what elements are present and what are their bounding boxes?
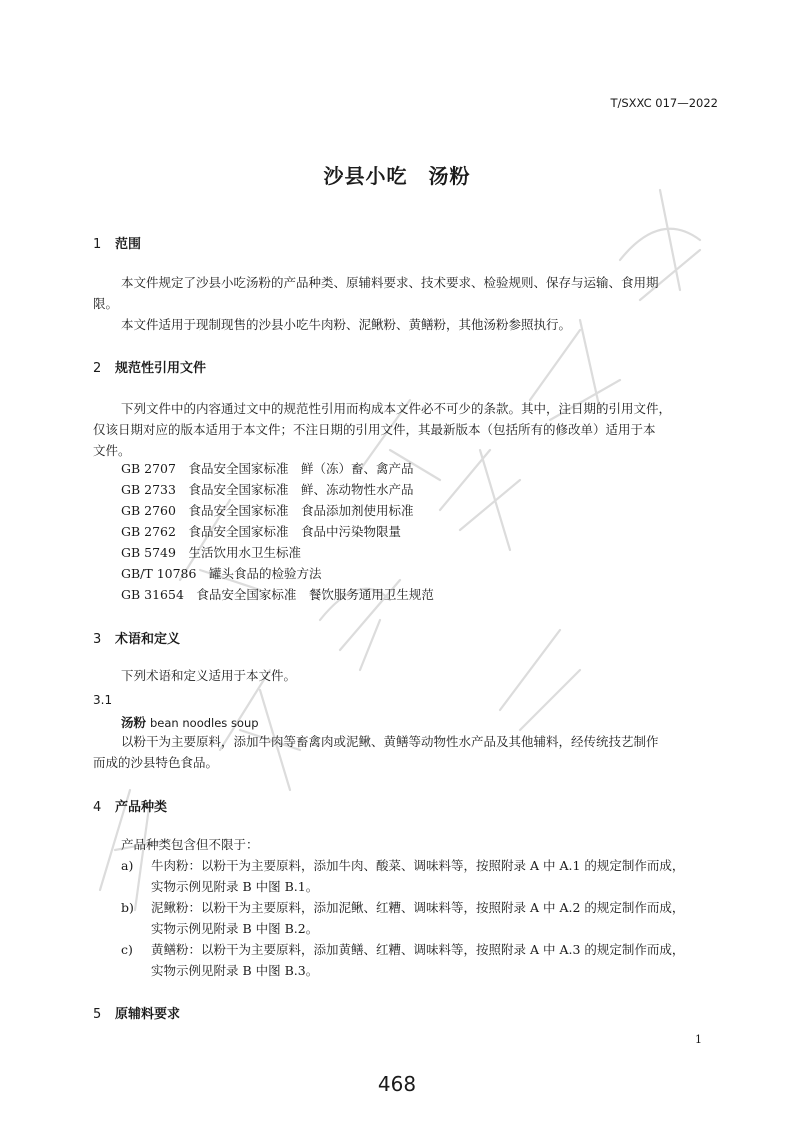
reference-item: GB/T 10786 罐头食品的检验方法 [121,566,322,581]
section-title: 规范性引用文件 [115,361,207,376]
reference-item: GB 2733 食品安全国家标准 鲜、冻动物性水产品 [121,482,414,497]
reference-item: GB 2760 食品安全国家标准 食品添加剂使用标准 [121,503,414,518]
term-english: bean noodles soup [150,716,259,730]
paragraph-line: 本文件规定了沙县小吃汤粉的产品种类、原辅料要求、技术要求、检验规则、保存与运输、食用期 [121,275,659,290]
list-line: 实物示例见附录 B 中图 B.3。 [151,963,319,978]
paragraph-line: 限。 [93,296,119,311]
product-type-list [93,855,717,981]
term-entry [121,713,259,731]
list-label: a) [121,858,134,873]
section-number: 1 [93,237,102,252]
section-4-intro [93,834,717,855]
paragraph-line: 下列术语和定义适用于本文件。 [121,668,297,683]
list-line: 实物示例见附录 B 中图 B.1。 [151,879,319,894]
section-1-body [93,272,717,335]
list-label: b) [121,900,134,915]
paragraph-line: 而成的沙县特色食品。 [93,755,219,770]
page-number: 1 [695,1033,702,1046]
section-4-heading [93,796,167,815]
paragraph-line: 产品种类包含但不限于： [121,837,259,852]
list-line: 泥鳅粉：以粉干为主要原料，添加泥鳅、红糟、调味料等，按照附录 A 中 A.2 的规定制作而成， [151,900,685,915]
section-title: 范围 [115,237,142,252]
section-number: 2 [93,361,102,376]
paragraph-line: 下列文件中的内容通过文中的规范性引用而构成本文件必不可少的条款。其中，注日期的引用文件， [121,401,672,416]
section-number: 3 [93,632,102,647]
list-line: 黄鳝粉：以粉干为主要原料，添加黄鳝、红糟、调味料等，按照附录 A 中 A.3 的规定制作而成， [151,942,685,957]
section-title: 产品种类 [115,800,168,815]
reference-list [121,458,434,605]
section-3-heading [93,628,180,647]
section-title: 原辅料要求 [115,1007,181,1022]
standard-code: T/SXXC 017—2022 [610,96,718,110]
paragraph-line: 以粉干为主要原料，添加牛肉等畜禽肉或泥鳅、黄鳝等动物性水产品及其他辅料，经传统技艺制作 [121,734,659,749]
term-chinese: 汤粉 [121,715,147,730]
section-5-heading [93,1003,180,1022]
section-number: 5 [93,1007,102,1022]
list-line: 牛肉粉：以粉干为主要原料，添加牛肉、酸菜、调味料等，按照附录 A 中 A.1 的规定制作而成， [151,858,685,873]
section-2-intro [93,398,717,461]
section-title: 术语和定义 [115,632,181,647]
term-definition [93,731,717,773]
list-item [93,897,717,939]
reference-item: GB 2707 食品安全国家标准 鲜（冻）畜、禽产品 [121,461,414,476]
list-line: 实物示例见附录 B 中图 B.2。 [151,921,319,936]
section-1-heading [93,233,141,252]
list-item [93,939,717,981]
section-2-heading [93,357,206,376]
reference-item: GB 5749 生活饮用水卫生标准 [121,545,301,560]
paragraph-line: 文件。 [93,443,131,458]
list-item [93,855,717,897]
reference-item: GB 31654 食品安全国家标准 餐饮服务通用卫生规范 [121,587,434,602]
section-number: 4 [93,800,102,815]
document-title: 沙县小吃 汤粉 [323,164,471,188]
paragraph-line: 仅该日期对应的版本适用于本文件；不注日期的引用文件，其最新版本（包括所有的修改单）适用于本 [93,422,656,437]
list-label: c) [121,942,133,957]
section-3-intro [93,665,717,686]
book-page-number: 468 [377,1072,417,1096]
reference-item: GB 2762 食品安全国家标准 食品中污染物限量 [121,524,401,539]
term-number: 3.1 [93,693,113,707]
paragraph-line: 本文件适用于现制现售的沙县小吃牛肉粉、泥鳅粉、黄鳝粉，其他汤粉参照执行。 [121,317,572,332]
